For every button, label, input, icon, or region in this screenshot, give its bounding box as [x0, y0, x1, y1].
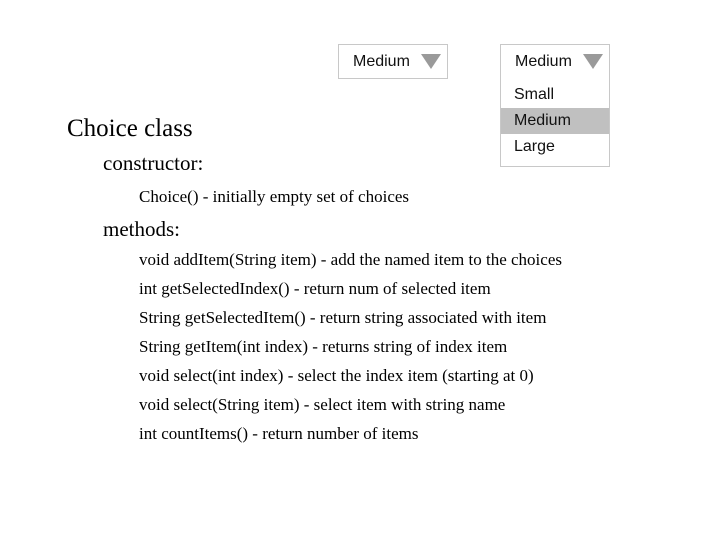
dropdown-arrow-icon[interactable]: [421, 54, 441, 69]
method-item: int getSelectedIndex() - return num of selected item: [139, 279, 491, 298]
choice-expanded[interactable]: [500, 44, 610, 167]
choice-expanded-value: Medium: [515, 53, 572, 70]
choice-options-list: [501, 79, 609, 160]
dropdown-arrow-icon[interactable]: [583, 54, 603, 69]
page-title: Choice class: [67, 115, 193, 142]
method-item: void select(int index) - select the index item (starting at 0): [139, 366, 534, 385]
choice-option-medium[interactable]: Medium: [501, 108, 609, 134]
choice-collapsed-value: Medium: [353, 53, 410, 70]
method-item: int countItems() - return number of items: [139, 424, 419, 443]
method-item: void select(String item) - select item with string name: [139, 395, 506, 414]
constructor-item: Choice() - initially empty set of choices: [139, 187, 410, 206]
constructor-heading: constructor:: [103, 151, 204, 175]
choice-collapsed[interactable]: [338, 44, 448, 79]
method-item: void addItem(String item) - add the named item to the choices: [139, 250, 562, 269]
methods-heading: methods:: [103, 217, 180, 241]
choice-option-large[interactable]: Large: [514, 138, 555, 155]
choice-option-small[interactable]: Small: [514, 86, 555, 103]
method-item: String getItem(int index) - returns string of index item: [139, 337, 508, 356]
method-item: String getSelectedItem() - return string associated with item: [139, 308, 547, 327]
